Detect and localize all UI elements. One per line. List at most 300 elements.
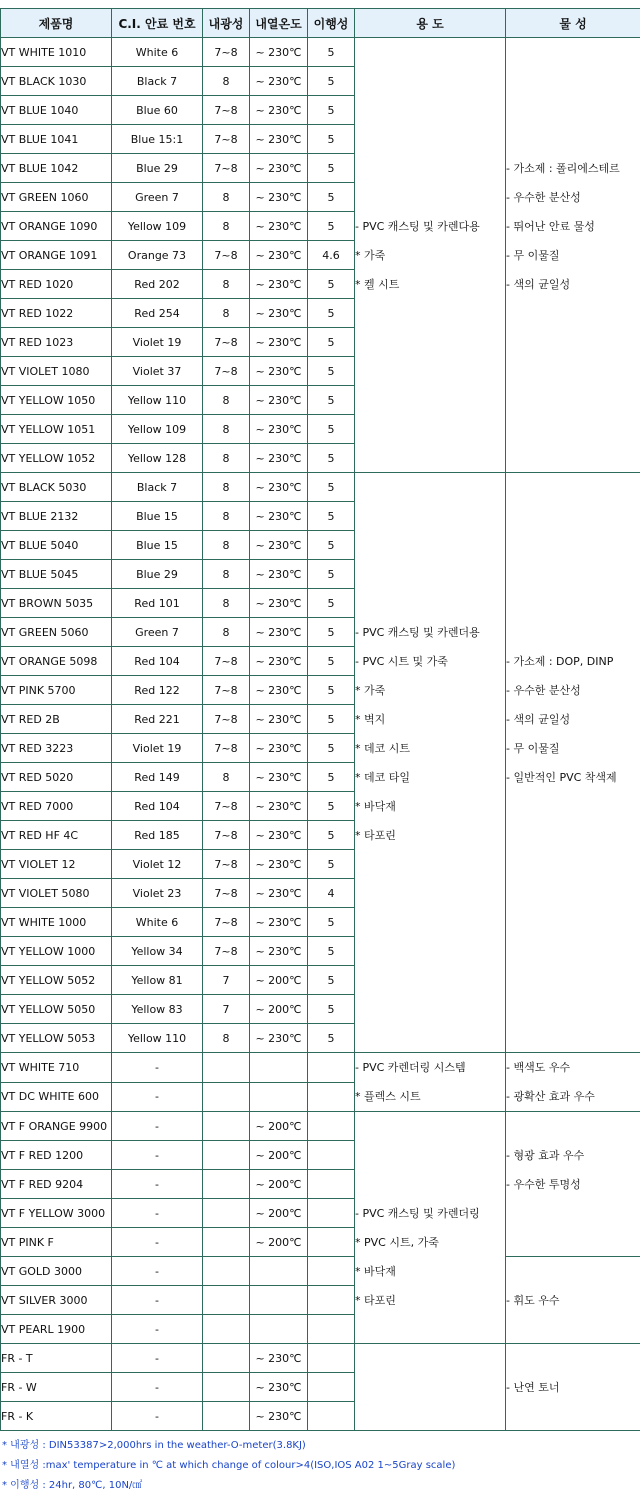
property-line: - 색의 균일성 xyxy=(506,278,571,291)
product-name-cell: VT WHITE 710 xyxy=(1,1053,112,1083)
light-fastness-cell: 7~8 xyxy=(203,328,250,357)
property-line: - 뛰어난 안료 물성 xyxy=(506,220,595,233)
property-line xyxy=(506,1257,640,1286)
usage-lines xyxy=(355,38,505,299)
ci-pigment-cell: Blue 15 xyxy=(112,531,203,560)
property-line xyxy=(506,38,640,67)
property-cell xyxy=(506,1112,640,1257)
ci-pigment-cell: Violet 12 xyxy=(112,850,203,879)
usage-line: * 데코 시트 xyxy=(355,742,410,755)
product-name-cell: VT RED 7000 xyxy=(1,792,112,821)
property-line: - 광확산 효과 우수 xyxy=(506,1090,595,1103)
usage-line: - PVC 캐스팅 및 카렌더용 xyxy=(355,626,480,639)
ci-pigment-cell: Green 7 xyxy=(112,618,203,647)
ci-pigment-cell: Blue 15:1 xyxy=(112,125,203,154)
heat-resistance-cell: ~ 230℃ xyxy=(250,299,308,328)
property-lines xyxy=(506,473,640,792)
heat-resistance-cell: ~ 230℃ xyxy=(250,154,308,183)
footnote-light-fastness: * 내광성 : DIN53387>2,000hrs in the weather-O-meter(3.8KJ) xyxy=(2,1440,306,1451)
light-fastness-cell xyxy=(203,1199,250,1228)
product-name-cell: VT BLUE 1042 xyxy=(1,154,112,183)
light-fastness-cell: 8 xyxy=(203,386,250,415)
property-lines xyxy=(506,1344,640,1402)
property-line: - 무 이물질 xyxy=(506,742,560,755)
pigment-spec-table xyxy=(0,8,640,1431)
product-name-cell: VT BLACK 1030 xyxy=(1,67,112,96)
ci-pigment-cell: - xyxy=(112,1286,203,1315)
usage-line: * 벽지 xyxy=(355,713,386,726)
product-name-cell: VT DC WHITE 600 xyxy=(1,1082,112,1112)
usage-line: * 바닥재 xyxy=(355,800,396,813)
light-fastness-cell: 8 xyxy=(203,270,250,299)
light-fastness-cell: 7~8 xyxy=(203,850,250,879)
heat-resistance-cell: ~ 230℃ xyxy=(250,676,308,705)
migration-cell: 5 xyxy=(308,270,355,299)
ci-pigment-cell: - xyxy=(112,1141,203,1170)
header-migration: 이행성 xyxy=(308,9,355,38)
ci-pigment-cell: White 6 xyxy=(112,908,203,937)
usage-line xyxy=(355,1141,505,1170)
heat-resistance-cell: ~ 230℃ xyxy=(250,38,308,67)
usage-line xyxy=(355,531,505,560)
product-name-cell: VT RED 2B xyxy=(1,705,112,734)
ci-pigment-cell: Yellow 81 xyxy=(112,966,203,995)
ci-pigment-cell: Green 7 xyxy=(112,183,203,212)
property-line xyxy=(506,589,640,618)
property-line: - 우수한 분산성 xyxy=(506,191,581,204)
usage-line: - PVC 캐스팅 및 카렌더링 xyxy=(355,1207,480,1220)
light-fastness-cell: 7~8 xyxy=(203,125,250,154)
usage-line: * PVC 시트, 가죽 xyxy=(355,1236,439,1249)
heat-resistance-cell: ~ 230℃ xyxy=(250,67,308,96)
table-row xyxy=(1,1053,640,1083)
light-fastness-cell xyxy=(203,1402,250,1431)
light-fastness-cell xyxy=(203,1257,250,1286)
migration-cell xyxy=(308,1286,355,1315)
heat-resistance-cell: ~ 230℃ xyxy=(250,560,308,589)
product-name-cell: VT GOLD 3000 xyxy=(1,1257,112,1286)
property-line: - 우수한 투명성 xyxy=(506,1178,581,1191)
heat-resistance-cell: ~ 230℃ xyxy=(250,473,308,502)
usage-line: * 타포린 xyxy=(355,829,396,842)
property-lines xyxy=(506,1257,640,1315)
usage-line xyxy=(355,473,505,502)
migration-cell: 5 xyxy=(308,705,355,734)
usage-lines xyxy=(355,1053,505,1111)
light-fastness-cell: 8 xyxy=(203,502,250,531)
ci-pigment-cell: - xyxy=(112,1344,203,1373)
property-lines xyxy=(506,1112,640,1199)
product-name-cell: VT PINK F xyxy=(1,1228,112,1257)
table-row xyxy=(1,1112,640,1141)
usage-line: * 데코 타일 xyxy=(355,771,410,784)
property-line xyxy=(506,1112,640,1141)
light-fastness-cell: 8 xyxy=(203,763,250,792)
light-fastness-cell: 7~8 xyxy=(203,705,250,734)
product-name-cell: VT WHITE 1000 xyxy=(1,908,112,937)
property-cell xyxy=(506,38,640,473)
ci-pigment-cell: Violet 37 xyxy=(112,357,203,386)
migration-cell: 5 xyxy=(308,676,355,705)
migration-cell: 5 xyxy=(308,966,355,995)
light-fastness-cell: 8 xyxy=(203,299,250,328)
migration-cell: 5 xyxy=(308,560,355,589)
ci-pigment-cell: Yellow 110 xyxy=(112,1024,203,1053)
heat-resistance-cell: ~ 230℃ xyxy=(250,618,308,647)
migration-cell xyxy=(308,1199,355,1228)
product-name-cell: VT YELLOW 1052 xyxy=(1,444,112,473)
usage-lines xyxy=(355,1112,505,1315)
migration-cell xyxy=(308,1402,355,1431)
migration-cell xyxy=(308,1170,355,1199)
light-fastness-cell: 7~8 xyxy=(203,792,250,821)
migration-cell: 5 xyxy=(308,850,355,879)
migration-cell: 5 xyxy=(308,473,355,502)
ci-pigment-cell: Red 185 xyxy=(112,821,203,850)
light-fastness-cell: 7 xyxy=(203,995,250,1024)
product-name-cell: VT VIOLET 1080 xyxy=(1,357,112,386)
light-fastness-cell: 8 xyxy=(203,212,250,241)
property-line: - 일반적인 PVC 착색제 xyxy=(506,771,617,784)
property-line: - 형광 효과 우수 xyxy=(506,1149,585,1162)
ci-pigment-cell: Blue 29 xyxy=(112,560,203,589)
light-fastness-cell: 8 xyxy=(203,444,250,473)
heat-resistance-cell: ~ 230℃ xyxy=(250,212,308,241)
migration-cell: 5 xyxy=(308,415,355,444)
migration-cell: 5 xyxy=(308,299,355,328)
migration-cell: 5 xyxy=(308,183,355,212)
light-fastness-cell: 7~8 xyxy=(203,879,250,908)
migration-cell: 5 xyxy=(308,995,355,1024)
table-row xyxy=(1,1344,640,1373)
light-fastness-cell xyxy=(203,1286,250,1315)
heat-resistance-cell xyxy=(250,1082,308,1112)
light-fastness-cell: 7~8 xyxy=(203,734,250,763)
ci-pigment-cell: Yellow 110 xyxy=(112,386,203,415)
ci-pigment-cell: - xyxy=(112,1112,203,1141)
usage-line xyxy=(355,38,505,67)
heat-resistance-cell: ~ 230℃ xyxy=(250,125,308,154)
heat-resistance-cell: ~ 200℃ xyxy=(250,1199,308,1228)
table-body xyxy=(1,38,640,1431)
heat-resistance-cell xyxy=(250,1257,308,1286)
migration-cell: 5 xyxy=(308,212,355,241)
light-fastness-cell: 8 xyxy=(203,473,250,502)
light-fastness-cell: 7~8 xyxy=(203,154,250,183)
heat-resistance-cell: ~ 230℃ xyxy=(250,96,308,125)
light-fastness-cell: 7~8 xyxy=(203,241,250,270)
usage-line: * 바닥재 xyxy=(355,1265,396,1278)
product-name-cell: VT RED 5020 xyxy=(1,763,112,792)
product-name-cell: VT ORANGE 1091 xyxy=(1,241,112,270)
migration-cell: 5 xyxy=(308,734,355,763)
footnote-heat-resistance: * 내열성 :max' temperature in ℃ at which change of colour>4(ISO,IOS A02 1~5Gray scale) xyxy=(2,1460,456,1471)
product-name-cell: VT YELLOW 1000 xyxy=(1,937,112,966)
product-name-cell: VT SILVER 3000 xyxy=(1,1286,112,1315)
ci-pigment-cell: Yellow 109 xyxy=(112,415,203,444)
property-line: - 난연 토너 xyxy=(506,1381,560,1394)
ci-pigment-cell: - xyxy=(112,1228,203,1257)
usage-line xyxy=(355,1112,505,1141)
light-fastness-cell: 8 xyxy=(203,1024,250,1053)
light-fastness-cell: 8 xyxy=(203,531,250,560)
migration-cell: 5 xyxy=(308,531,355,560)
header-row xyxy=(1,9,640,38)
product-name-cell: VT YELLOW 5050 xyxy=(1,995,112,1024)
usage-cell xyxy=(355,1112,506,1344)
property-line xyxy=(506,96,640,125)
heat-resistance-cell: ~ 230℃ xyxy=(250,328,308,357)
ci-pigment-cell: Red 221 xyxy=(112,705,203,734)
migration-cell: 5 xyxy=(308,618,355,647)
ci-pigment-cell: Violet 23 xyxy=(112,879,203,908)
ci-pigment-cell: Red 254 xyxy=(112,299,203,328)
migration-cell: 5 xyxy=(308,502,355,531)
header-light-fastness: 내광성 xyxy=(203,9,250,38)
product-name-cell: VT RED 1020 xyxy=(1,270,112,299)
migration-cell: 5 xyxy=(308,357,355,386)
usage-line: - PVC 캐스팅 및 카렌다용 xyxy=(355,220,480,233)
product-name-cell: VT BLUE 2132 xyxy=(1,502,112,531)
migration-cell xyxy=(308,1053,355,1083)
ci-pigment-cell: Red 104 xyxy=(112,792,203,821)
ci-pigment-cell: - xyxy=(112,1402,203,1431)
product-name-cell: VT RED 1022 xyxy=(1,299,112,328)
heat-resistance-cell: ~ 230℃ xyxy=(250,763,308,792)
ci-pigment-cell: Yellow 83 xyxy=(112,995,203,1024)
header-usage: 용 도 xyxy=(355,9,506,38)
product-name-cell: VT ORANGE 1090 xyxy=(1,212,112,241)
header-heat-resistance: 내열온도 xyxy=(250,9,308,38)
heat-resistance-cell: ~ 230℃ xyxy=(250,386,308,415)
heat-resistance-cell xyxy=(250,1286,308,1315)
usage-line xyxy=(355,183,505,212)
heat-resistance-cell: ~ 230℃ xyxy=(250,270,308,299)
heat-resistance-cell: ~ 200℃ xyxy=(250,966,308,995)
header-properties: 물 성 xyxy=(506,9,640,38)
product-name-cell: VT VIOLET 5080 xyxy=(1,879,112,908)
property-line: - 가소제 : DOP, DINP xyxy=(506,655,614,668)
ci-pigment-cell: Black 7 xyxy=(112,473,203,502)
heat-resistance-cell: ~ 230℃ xyxy=(250,241,308,270)
property-line xyxy=(506,531,640,560)
property-line xyxy=(506,618,640,647)
ci-pigment-cell: - xyxy=(112,1199,203,1228)
migration-cell xyxy=(308,1082,355,1112)
table-header xyxy=(1,9,640,38)
usage-lines xyxy=(355,473,505,850)
header-ci-pigment-number: C.I. 안료 번호 xyxy=(112,9,203,38)
light-fastness-cell xyxy=(203,1228,250,1257)
ci-pigment-cell: Red 101 xyxy=(112,589,203,618)
heat-resistance-cell: ~ 230℃ xyxy=(250,821,308,850)
usage-line xyxy=(355,1170,505,1199)
ci-pigment-cell: Red 104 xyxy=(112,647,203,676)
light-fastness-cell: 7~8 xyxy=(203,821,250,850)
light-fastness-cell: 8 xyxy=(203,415,250,444)
migration-cell: 5 xyxy=(308,821,355,850)
light-fastness-cell: 7~8 xyxy=(203,908,250,937)
usage-line xyxy=(355,154,505,183)
product-name-cell: VT YELLOW 1051 xyxy=(1,415,112,444)
heat-resistance-cell: ~ 230℃ xyxy=(250,1024,308,1053)
usage-line: - PVC 카렌더링 시스템 xyxy=(355,1061,466,1074)
ci-pigment-cell: Yellow 34 xyxy=(112,937,203,966)
usage-line xyxy=(355,502,505,531)
light-fastness-cell: 7~8 xyxy=(203,647,250,676)
heat-resistance-cell: ~ 230℃ xyxy=(250,357,308,386)
heat-resistance-cell: ~ 230℃ xyxy=(250,589,308,618)
heat-resistance-cell: ~ 230℃ xyxy=(250,908,308,937)
product-name-cell: VT VIOLET 12 xyxy=(1,850,112,879)
migration-cell xyxy=(308,1228,355,1257)
ci-pigment-cell: Red 202 xyxy=(112,270,203,299)
ci-pigment-cell: - xyxy=(112,1373,203,1402)
heat-resistance-cell: ~ 230℃ xyxy=(250,1344,308,1373)
heat-resistance-cell xyxy=(250,1053,308,1083)
product-name-cell: FR - K xyxy=(1,1402,112,1431)
product-name-cell: VT ORANGE 5098 xyxy=(1,647,112,676)
product-name-cell: VT F RED 1200 xyxy=(1,1141,112,1170)
heat-resistance-cell: ~ 200℃ xyxy=(250,1170,308,1199)
usage-cell xyxy=(355,473,506,1053)
usage-cell xyxy=(355,1053,506,1112)
migration-cell xyxy=(308,1112,355,1141)
heat-resistance-cell: ~ 230℃ xyxy=(250,705,308,734)
heat-resistance-cell: ~ 230℃ xyxy=(250,879,308,908)
migration-cell: 5 xyxy=(308,125,355,154)
migration-cell xyxy=(308,1141,355,1170)
property-line: - 무 이물질 xyxy=(506,249,560,262)
product-name-cell: VT GREEN 1060 xyxy=(1,183,112,212)
footnotes xyxy=(2,1436,455,1496)
usage-line xyxy=(355,67,505,96)
product-name-cell: VT YELLOW 1050 xyxy=(1,386,112,415)
ci-pigment-cell: - xyxy=(112,1170,203,1199)
migration-cell: 5 xyxy=(308,38,355,67)
migration-cell xyxy=(308,1315,355,1344)
footnote-migration: * 이행성 : 24hr, 80℃, 10N/㎠ xyxy=(2,1480,143,1491)
light-fastness-cell xyxy=(203,1373,250,1402)
table-row xyxy=(1,38,640,67)
light-fastness-cell xyxy=(203,1344,250,1373)
ci-pigment-cell: Violet 19 xyxy=(112,328,203,357)
migration-cell xyxy=(308,1344,355,1373)
heat-resistance-cell: ~ 230℃ xyxy=(250,1402,308,1431)
light-fastness-cell xyxy=(203,1053,250,1083)
product-name-cell: VT BLACK 5030 xyxy=(1,473,112,502)
product-name-cell: VT PEARL 1900 xyxy=(1,1315,112,1344)
heat-resistance-cell: ~ 230℃ xyxy=(250,415,308,444)
property-line xyxy=(506,473,640,502)
ci-pigment-cell: Orange 73 xyxy=(112,241,203,270)
product-name-cell: VT RED 3223 xyxy=(1,734,112,763)
ci-pigment-cell: Violet 19 xyxy=(112,734,203,763)
usage-line: * 켈 시트 xyxy=(355,278,400,291)
light-fastness-cell: 7~8 xyxy=(203,357,250,386)
migration-cell: 5 xyxy=(308,1024,355,1053)
product-name-cell: VT GREEN 5060 xyxy=(1,618,112,647)
heat-resistance-cell: ~ 200℃ xyxy=(250,1228,308,1257)
product-name-cell: VT F ORANGE 9900 xyxy=(1,1112,112,1141)
heat-resistance-cell: ~ 200℃ xyxy=(250,1141,308,1170)
heat-resistance-cell xyxy=(250,1315,308,1344)
ci-pigment-cell: Red 122 xyxy=(112,676,203,705)
property-line: - 색의 균일성 xyxy=(506,713,571,726)
product-name-cell: VT YELLOW 5053 xyxy=(1,1024,112,1053)
heat-resistance-cell: ~ 200℃ xyxy=(250,995,308,1024)
light-fastness-cell xyxy=(203,1141,250,1170)
light-fastness-cell: 8 xyxy=(203,183,250,212)
light-fastness-cell xyxy=(203,1170,250,1199)
heat-resistance-cell: ~ 230℃ xyxy=(250,531,308,560)
ci-pigment-cell: - xyxy=(112,1257,203,1286)
property-cell xyxy=(506,1053,640,1112)
property-lines xyxy=(506,38,640,299)
migration-cell: 4.6 xyxy=(308,241,355,270)
ci-pigment-cell: Blue 60 xyxy=(112,96,203,125)
property-line xyxy=(506,502,640,531)
table-row xyxy=(1,1257,640,1286)
product-name-cell: VT YELLOW 5052 xyxy=(1,966,112,995)
ci-pigment-cell: - xyxy=(112,1315,203,1344)
product-name-cell: VT PINK 5700 xyxy=(1,676,112,705)
light-fastness-cell xyxy=(203,1082,250,1112)
ci-pigment-cell: Yellow 128 xyxy=(112,444,203,473)
light-fastness-cell: 8 xyxy=(203,618,250,647)
usage-line: * 플렉스 시트 xyxy=(355,1090,421,1103)
property-cell xyxy=(506,1344,640,1431)
light-fastness-cell: 7~8 xyxy=(203,96,250,125)
property-line xyxy=(506,67,640,96)
product-name-cell: VT BROWN 5035 xyxy=(1,589,112,618)
migration-cell: 5 xyxy=(308,154,355,183)
property-line xyxy=(506,1344,640,1373)
property-line: - 가소제 : 폴리에스테르 xyxy=(506,162,620,175)
product-name-cell: FR - T xyxy=(1,1344,112,1373)
product-name-cell: VT BLUE 5040 xyxy=(1,531,112,560)
heat-resistance-cell: ~ 230℃ xyxy=(250,183,308,212)
property-lines xyxy=(506,1053,640,1111)
ci-pigment-cell: Blue 29 xyxy=(112,154,203,183)
migration-cell: 5 xyxy=(308,589,355,618)
product-name-cell: VT BLUE 5045 xyxy=(1,560,112,589)
usage-line xyxy=(355,589,505,618)
light-fastness-cell xyxy=(203,1112,250,1141)
property-line xyxy=(506,125,640,154)
product-name-cell: VT BLUE 1040 xyxy=(1,96,112,125)
migration-cell: 5 xyxy=(308,792,355,821)
heat-resistance-cell: ~ 230℃ xyxy=(250,937,308,966)
header-product-name: 제품명 xyxy=(1,9,112,38)
usage-cell xyxy=(355,38,506,473)
property-line xyxy=(506,560,640,589)
property-cell xyxy=(506,473,640,1053)
usage-line xyxy=(355,125,505,154)
light-fastness-cell xyxy=(203,1315,250,1344)
product-name-cell: VT WHITE 1010 xyxy=(1,38,112,67)
light-fastness-cell: 7 xyxy=(203,966,250,995)
ci-pigment-cell: - xyxy=(112,1053,203,1083)
product-name-cell: VT F YELLOW 3000 xyxy=(1,1199,112,1228)
usage-line: - PVC 시트 및 가죽 xyxy=(355,655,448,668)
heat-resistance-cell: ~ 200℃ xyxy=(250,1112,308,1141)
usage-line: * 가죽 xyxy=(355,249,386,262)
light-fastness-cell: 7~8 xyxy=(203,676,250,705)
usage-line xyxy=(355,560,505,589)
migration-cell: 5 xyxy=(308,763,355,792)
migration-cell xyxy=(308,1257,355,1286)
